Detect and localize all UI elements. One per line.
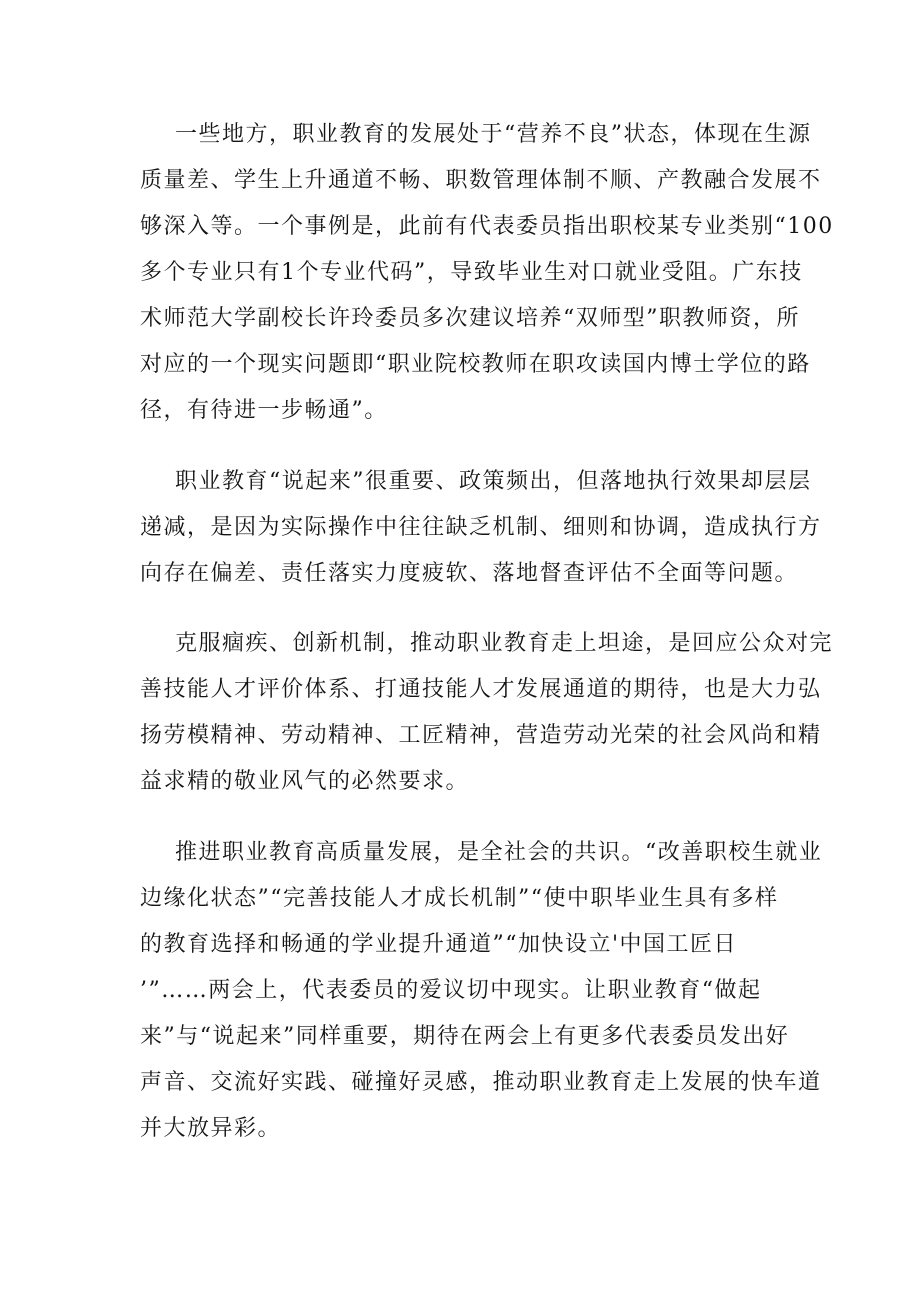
text-line: 克服痼疾、创新机制，推动职业教育走上坦途，是回应公众对完 bbox=[175, 631, 834, 656]
text-line: 多个专业只有1个专业代码”，导致毕业生对口就业受阻。广东技 bbox=[140, 260, 803, 285]
text-line: 声音、交流好实践、碰撞好灵感，推动职业教育走上发展的快车道 bbox=[140, 1070, 822, 1095]
text-line: 推进职业教育高质量发展，是全社会的共识。“改善职校生就业 bbox=[175, 840, 823, 865]
text-line: 边缘化状态”“完善技能人才成长机制”“使中职毕业生具有多样 bbox=[140, 886, 779, 911]
text-line: 够深入等。一个事例是，此前有代表委员指出职校某专业类别“100 bbox=[140, 214, 834, 239]
text-line: 并大放异彩。 bbox=[140, 1116, 282, 1141]
text-line: 对应的一个现实问题即“职业院校教师在职攻读国内博士学位的路 bbox=[140, 352, 811, 377]
text-line: 向存在偏差、责任落实力度疲软、落地督查评估不全面等问题。 bbox=[140, 561, 799, 586]
text-line: 职业教育“说起来”很重要、政策频出，但落地执行效果却层层 bbox=[175, 469, 812, 494]
text-line: 径，有待进一步畅通”。 bbox=[140, 398, 388, 423]
text-line: 来”与“说起来”同样重要，期待在两会上有更多代表委员发出好 bbox=[140, 1024, 790, 1049]
text-line: ’”……两会上，代表委员的爱议切中现实。让职业教育“做起 bbox=[140, 978, 762, 1003]
text-line: 的教育选择和畅通的学业提升通道”“加快设立'中国工匠日 bbox=[140, 932, 738, 957]
text-line: 术师范大学副校长许玲委员多次建议培养“双师型”职教师资，所 bbox=[140, 306, 800, 331]
text-line: 善技能人才评价体系、打通技能人才发展通道的期待，也是大力弘 bbox=[140, 677, 822, 702]
text-line: 扬劳模精神、劳动精神、工匠精神，营造劳动光荣的社会风尚和精 bbox=[140, 723, 822, 748]
text-line: 递减，是因为实际操作中往往缺乏机制、细则和协调，造成执行方 bbox=[140, 515, 822, 540]
text-line: 一些地方，职业教育的发展处于“营养不良”状态，体现在生源 bbox=[175, 122, 812, 147]
text-line: 质量差、学生上升通道不畅、职数管理体制不顺、产教融合发展不 bbox=[140, 168, 822, 193]
text-line: 益求精的敬业风气的必然要求。 bbox=[140, 769, 470, 794]
